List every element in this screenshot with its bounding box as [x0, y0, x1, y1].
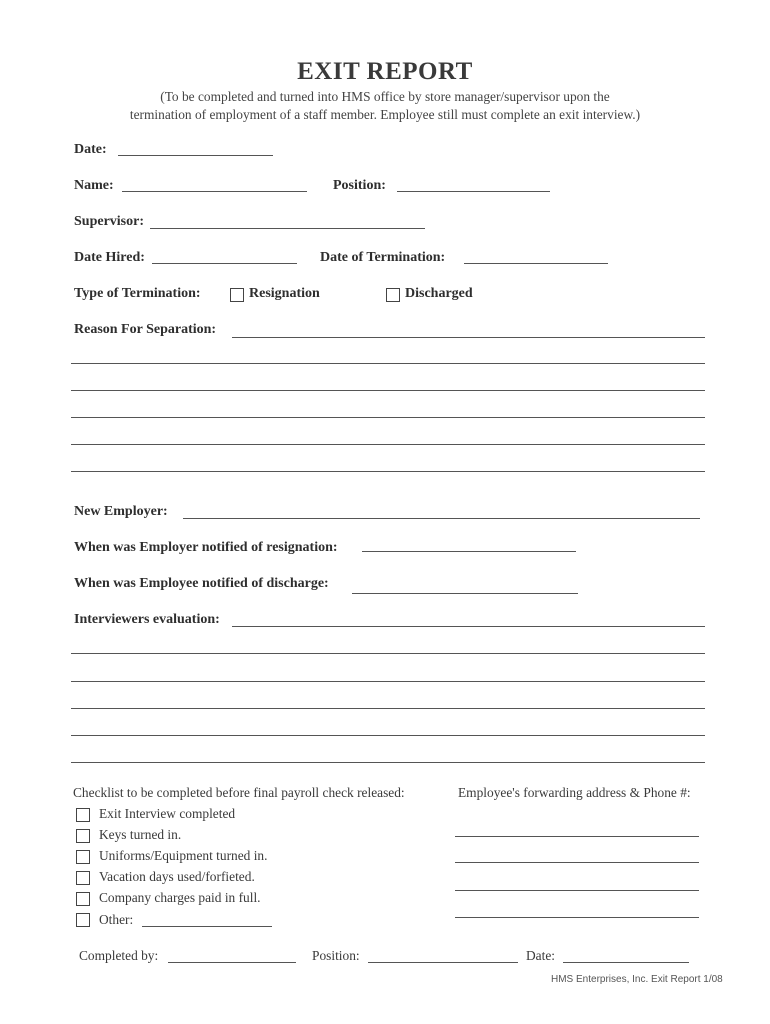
completed-by-label: Completed by: — [79, 948, 159, 963]
employee-notified-field[interactable] — [352, 593, 578, 594]
reason-line[interactable] — [71, 390, 705, 391]
checklist-item: Other: — [99, 912, 134, 927]
reason-for-separation-label: Reason For Separation: — [74, 322, 217, 337]
forwarding-address-heading: Employee's forwarding address & Phone #: — [458, 785, 691, 800]
name-label: Name: — [74, 178, 114, 193]
instructions-line-2: termination of employment of a staff member. Employee still must complete an exit interview.) — [129, 107, 641, 122]
forwarding-address-line[interactable] — [455, 917, 699, 918]
employer-notified-label: When was Employer notified of resignation: — [74, 540, 338, 555]
employer-notified-field[interactable] — [362, 551, 576, 552]
resignation-label: Resignation — [249, 286, 320, 301]
signoff-date-label: Date: — [526, 948, 555, 963]
evaluation-line[interactable] — [71, 708, 705, 709]
signoff-date-field[interactable] — [563, 962, 689, 963]
checklist-heading: Checklist to be completed before final payroll check released: — [73, 785, 405, 800]
checklist-checkbox[interactable] — [76, 850, 90, 864]
checklist-item: Vacation days used/forfieted. — [99, 869, 255, 884]
checklist-item: Company charges paid in full. — [99, 890, 261, 905]
position-field[interactable] — [397, 191, 550, 192]
checklist-checkbox[interactable] — [76, 829, 90, 843]
other-field[interactable] — [142, 926, 272, 927]
checklist-checkbox[interactable] — [76, 892, 90, 906]
evaluation-line[interactable] — [71, 762, 705, 763]
checklist-checkbox[interactable] — [76, 871, 90, 885]
forwarding-address-line[interactable] — [455, 862, 699, 863]
checklist-checkbox[interactable] — [76, 808, 90, 822]
completed-by-field[interactable] — [168, 962, 296, 963]
signoff-position-label: Position: — [312, 948, 360, 963]
type-of-termination-label: Type of Termination: — [74, 286, 201, 301]
checklist-item: Uniforms/Equipment turned in. — [99, 848, 268, 863]
page-title: EXIT REPORT — [297, 58, 473, 85]
new-employer-label: New Employer: — [74, 504, 168, 519]
resignation-checkbox[interactable] — [230, 288, 244, 302]
date-hired-field[interactable] — [152, 263, 297, 264]
supervisor-label: Supervisor: — [74, 214, 144, 229]
reason-line[interactable] — [232, 337, 705, 338]
date-of-termination-label: Date of Termination: — [320, 250, 446, 265]
checklist-item: Keys turned in. — [99, 827, 182, 842]
supervisor-field[interactable] — [150, 228, 425, 229]
date-label: Date: — [74, 142, 107, 157]
name-field[interactable] — [122, 191, 307, 192]
checklist-item: Exit Interview completed — [99, 806, 236, 821]
date-field[interactable] — [118, 155, 273, 156]
forwarding-address-line[interactable] — [455, 836, 699, 837]
checklist-checkbox[interactable] — [76, 913, 90, 927]
form-footer: HMS Enterprises, Inc. Exit Report 1/08 — [551, 974, 723, 985]
employee-notified-label: When was Employee notified of discharge: — [74, 576, 329, 591]
evaluation-line[interactable] — [71, 735, 705, 736]
forwarding-address-line[interactable] — [455, 890, 699, 891]
interviewers-evaluation-label: Interviewers evaluation: — [74, 612, 220, 627]
reason-line[interactable] — [71, 444, 705, 445]
date-hired-label: Date Hired: — [74, 250, 145, 265]
signoff-position-field[interactable] — [368, 962, 518, 963]
reason-line[interactable] — [71, 417, 705, 418]
evaluation-line[interactable] — [71, 653, 705, 654]
reason-line[interactable] — [71, 363, 705, 364]
discharged-checkbox[interactable] — [386, 288, 400, 302]
date-of-termination-field[interactable] — [464, 263, 608, 264]
discharged-label: Discharged — [405, 286, 473, 301]
new-employer-field[interactable] — [183, 518, 700, 519]
reason-line[interactable] — [71, 471, 705, 472]
evaluation-line[interactable] — [232, 626, 705, 627]
evaluation-line[interactable] — [71, 681, 705, 682]
instructions-line-1: (To be completed and turned into HMS office by store manager/supervisor upon the — [160, 89, 610, 104]
position-label: Position: — [333, 178, 386, 193]
